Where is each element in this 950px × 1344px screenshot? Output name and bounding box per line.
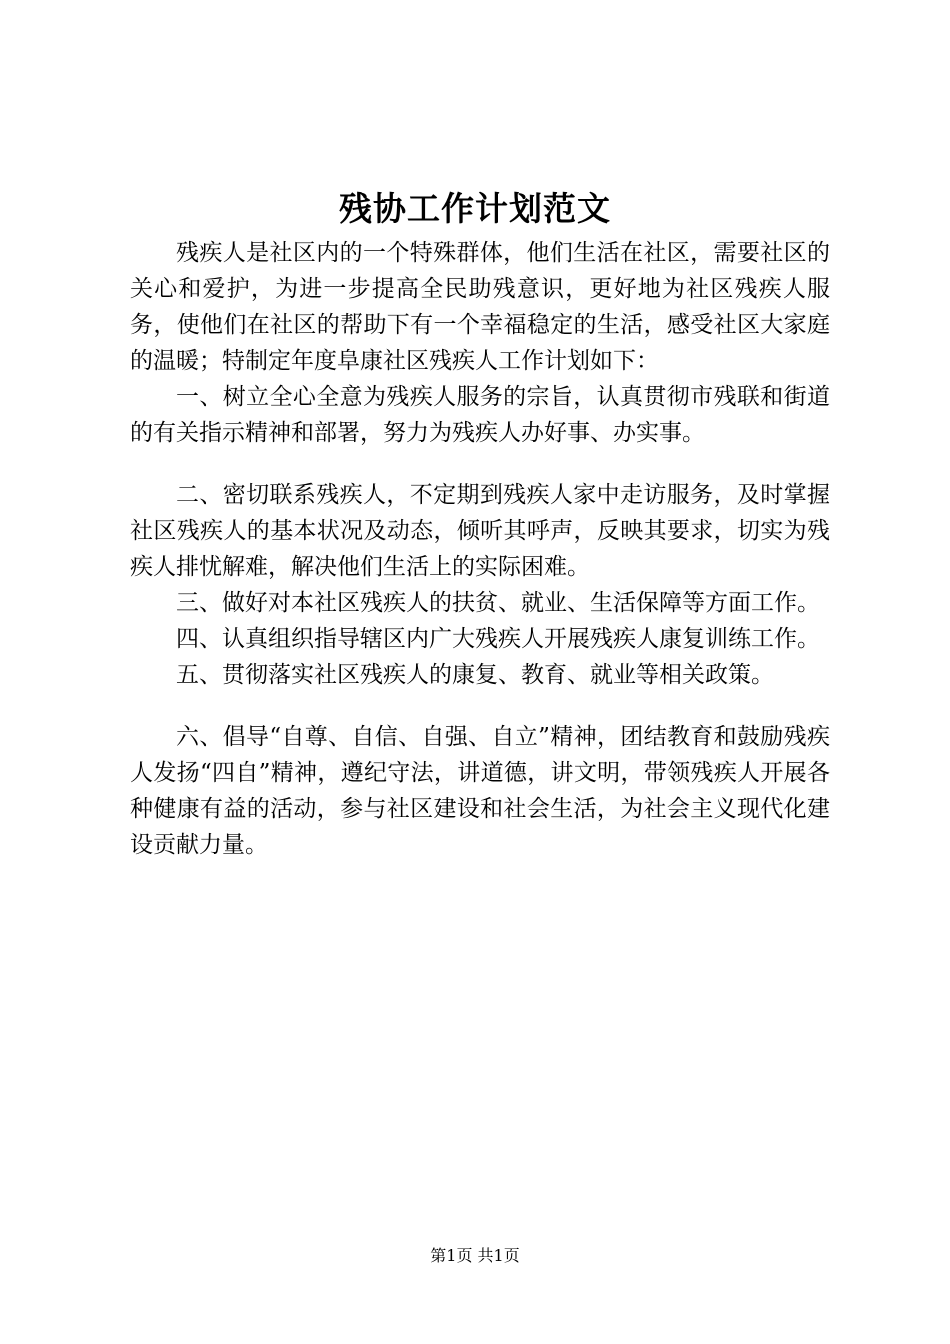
document-title: 残协工作计划范文 (339, 189, 611, 228)
item-paragraph-4: 四、认真组织指导辖区内广大残疾人开展残疾人康复训练工作。 (176, 626, 820, 652)
item-paragraph-1: 一、树立全心全意为残疾人服务的宗旨，认真贯彻市残联和街道的有关指示精神和部署，努力为残疾人办好事、办实事。 (130, 384, 830, 446)
paragraph-spacer (130, 693, 830, 719)
item-paragraph-3: 三、做好对本社区残疾人的扶贫、就业、生活保障等方面工作。 (176, 590, 820, 616)
intro-paragraph: 残疾人是社区内的一个特殊群体，他们生活在社区，需要社区的关心和爱护，为进一步提高全民助残意识，更好地为社区残疾人服务，使他们在社区的帮助下有一个幸福稳定的生活，感受社区大家庭的温暖；特制定年度阜康社区残疾人工作计划如下： (130, 240, 830, 374)
item-paragraph-5: 五、贯彻落实社区残疾人的康复、教育、就业等相关政策。 (176, 662, 774, 688)
paragraph-spacer (130, 451, 830, 477)
page-footer: 第1页 共1页 (430, 1246, 520, 1265)
item-paragraph-2: 二、密切联系残疾人，不定期到残疾人家中走访服务，及时掌握社区残疾人的基本状况及动态，倾听其呼声，反映其要求，切实为残疾人排忧解难，解决他们生活上的实际困难。 (130, 482, 830, 580)
document-body (130, 235, 830, 863)
item-paragraph-6: 六、倡导“自尊、自信、自强、自立”精神，团结教育和鼓励残疾人发扬“四自”精神，遵纪守法，讲道德，讲文明，带领残疾人开展各种健康有益的活动，参与社区建设和社会生活，为社会主义现代化建设贡献力量。 (130, 724, 830, 858)
